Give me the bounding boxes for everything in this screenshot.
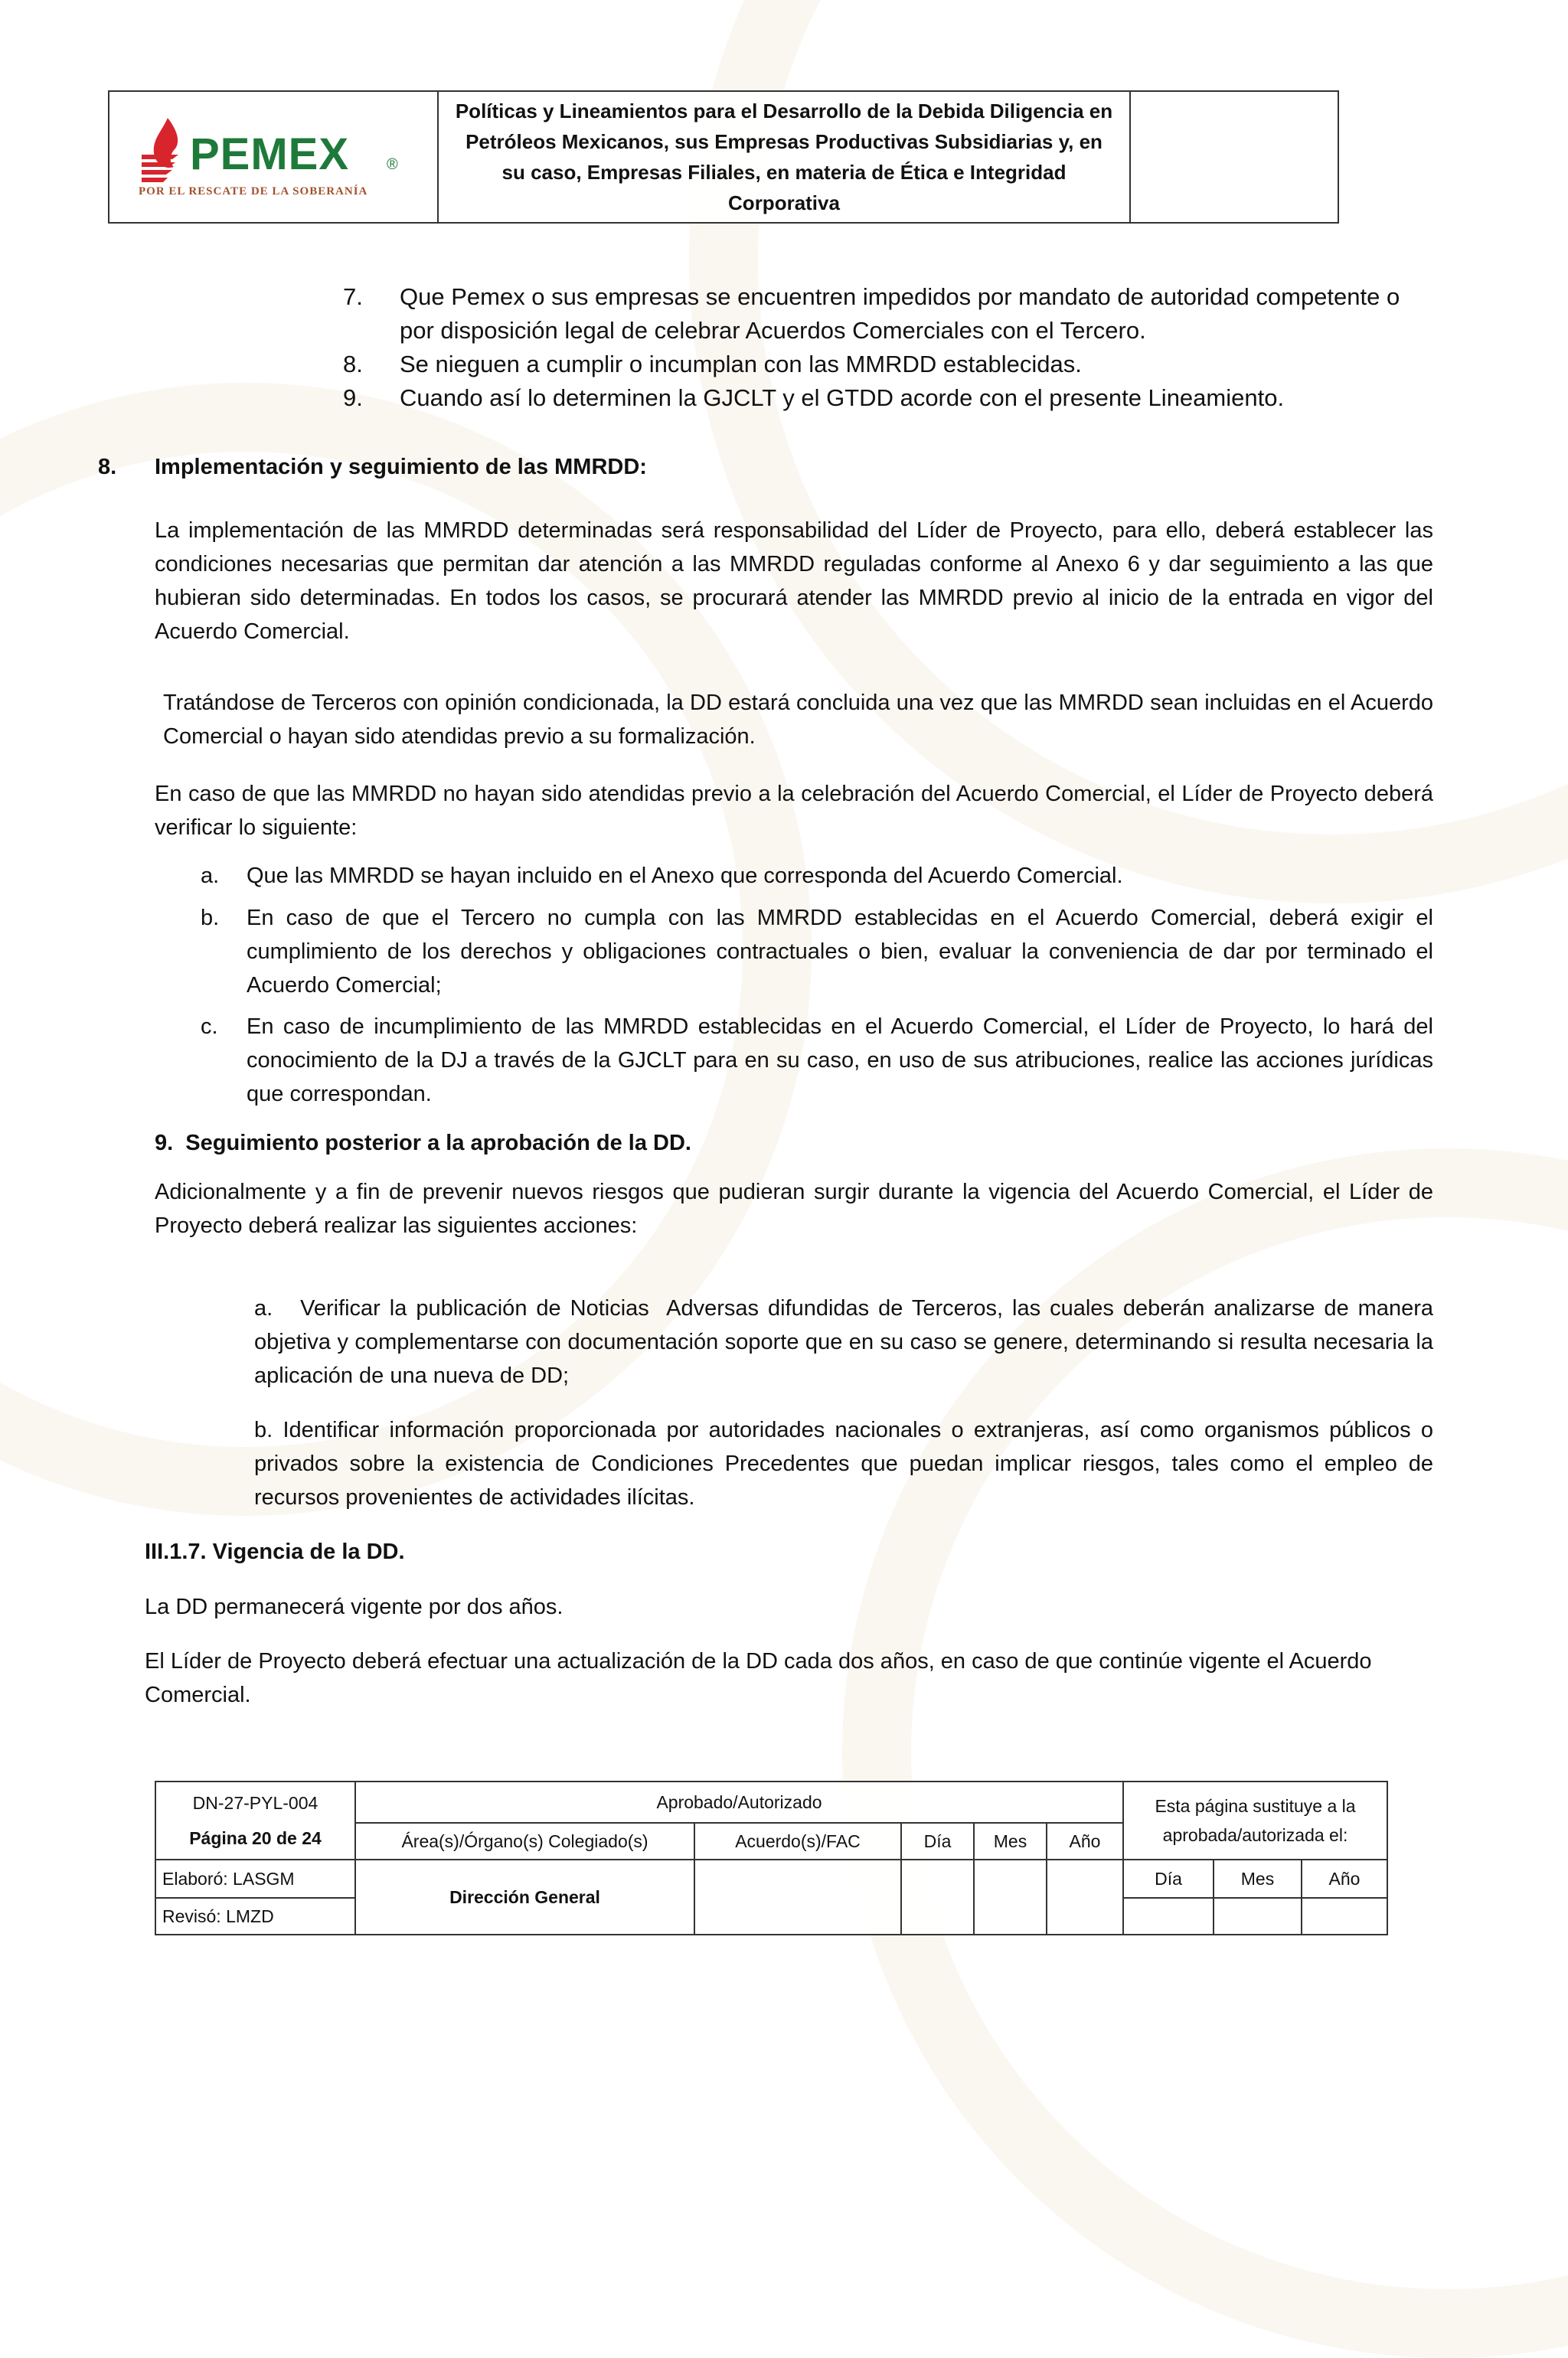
acuerdo-value — [694, 1859, 900, 1934]
list-letter: b. — [201, 906, 220, 930]
list-letter: c. — [201, 1014, 218, 1039]
paragraph: Tratándose de Terceros con opinión condicionada, la DD estará concluida una vez que las MMRDD sean incluidas en el Acuerdo Comercial o hayan sido atendidas previo a su formalización. — [163, 691, 1433, 749]
section-heading: 9. Seguimiento posterior a la aprobación de la DD. — [155, 1131, 691, 1155]
col-dia: Día — [900, 1822, 973, 1859]
dia-value — [900, 1859, 973, 1934]
document-header — [108, 90, 1339, 224]
list-text: En caso de que el Tercero no cumpla con las MMRDD establecidas en el Acuerdo Comercial, deberá exigir el cumplimiento de los derechos y obligaciones contractuales o bien, evaluar la conveniencia de dar por terminado el Acuerdo Comercial; — [247, 906, 1433, 998]
replaces-label: Esta página sustituye a la aprobada/autorizada el: — [1122, 1782, 1387, 1859]
col-area: Área(s)/Órgano(s) Colegiado(s) — [354, 1822, 694, 1859]
area-value: Dirección General — [354, 1859, 694, 1934]
page-number: Página 20 de 24 — [189, 1827, 322, 1848]
mes-value — [973, 1859, 1046, 1934]
r-anio: Año — [1301, 1859, 1387, 1897]
document-code: DN-27-PYL-004 — [192, 1792, 318, 1813]
r-dia: Día — [1122, 1859, 1213, 1897]
pemex-logo — [109, 92, 437, 222]
col-anio: Año — [1046, 1822, 1122, 1859]
paragraph: El Líder de Proyecto deberá efectuar una actualización de la DD cada dos años, en caso de que continúe vigente el Acuerdo Comercial. — [145, 1649, 1372, 1707]
list-text: En caso de incumplimiento de las MMRDD establecidas en el Acuerdo Comercial, el Líder de Proyecto, lo hará del conocimiento de la DJ a través de la GJCLT para en su caso, en uso de sus atribuciones, realice las acciones jurídicas que correspondan. — [247, 1014, 1433, 1106]
col-acuerdo: Acuerdo(s)/FAC — [694, 1822, 900, 1859]
paragraph: En caso de que las MMRDD no hayan sido atendidas previo a la celebración del Acuerdo Comercial, el Líder de Proyecto deberá verificar lo siguiente: — [155, 782, 1433, 840]
paragraph: La DD permanecerá vigente por dos años. — [145, 1595, 564, 1619]
approval-table — [155, 1781, 1388, 1935]
logo-tagline: POR EL RESCATE DE LA SOBERANÍA — [139, 185, 368, 198]
list-number: 8. — [343, 351, 363, 377]
anio-value — [1046, 1859, 1122, 1934]
approved-header: Aprobado/Autorizado — [354, 1782, 1122, 1822]
section-number: 8. — [98, 455, 117, 479]
list-number: 7. — [343, 283, 363, 310]
section-heading: III.1.7. Vigencia de la DD. — [145, 1540, 405, 1564]
list-text: Se nieguen a cumplir o incumplan con las MMRDD establecidas. — [400, 351, 1082, 377]
list-letter: a. — [201, 864, 220, 888]
r-mes: Mes — [1213, 1859, 1301, 1897]
list-text: Que Pemex o sus empresas se encuentren impedidos por mandato de autoridad competente o por disposición legal de celebrar Acuerdos Comerciales con el Tercero. — [400, 283, 1400, 344]
logo-wordmark: PEMEX — [190, 129, 350, 179]
paragraph: Adicionalmente y a fin de prevenir nuevos riesgos que pudieran surgir durante la vigencia del Acuerdo Comercial, el Líder de Proyecto deberá realizar las siguientes acciones: — [155, 1180, 1433, 1238]
document-title: Políticas y Lineamientos para el Desarrollo de la Debida Diligencia en Petróleos Mexicanos, sus Empresas Productivas Subsidiarias y, en su caso, Empresas Filiales, en materia de Ética e Integridad Corporativa — [437, 92, 1131, 222]
list-text: Que las MMRDD se hayan incluido en el Anexo que corresponda del Acuerdo Comercial. — [247, 864, 1123, 888]
reviso-label: Revisó: LMZD — [156, 1897, 354, 1934]
paragraph: La implementación de las MMRDD determinadas será responsabilidad del Líder de Proyecto, para ello, deberá establecer las condiciones necesarias que permitan dar atención a las MMRDD reguladas conforme al Anexo 6 y dar seguimiento a las que hubieran sido determinadas. En todos los casos, se procurará atender las MMRDD previo al inicio de la entrada en vigor del Acuerdo Comercial. — [155, 518, 1433, 644]
section-heading: Implementación y seguimiento de las MMRDD: — [155, 455, 647, 479]
elaboro-label: Elaboró: LASGM — [156, 1859, 354, 1897]
paragraph: b. Identificar información proporcionada por autoridades nacionales o extranjeras, así como organismos públicos o privados sobre la existencia de Condiciones Precedentes que puedan implicar riesgos, tales como el empleo de recursos provenientes de actividades ilícitas. — [254, 1418, 1433, 1510]
registered-mark: ® — [387, 156, 398, 173]
r-dia-value — [1122, 1897, 1213, 1934]
r-anio-value — [1301, 1897, 1387, 1934]
col-mes: Mes — [973, 1822, 1046, 1859]
r-mes-value — [1213, 1897, 1301, 1934]
header-blank-cell — [1131, 92, 1338, 222]
list-text: Cuando así lo determinen la GJCLT y el GTDD acorde con el presente Lineamiento. — [400, 384, 1285, 411]
eagle-flame-icon — [139, 116, 192, 185]
list-number: 9. — [343, 384, 363, 411]
paragraph: a. Verificar la publicación de Noticias Adversas difundidas de Terceros, las cuales deberán analizarse de manera objetiva y complementarse con documentación soporte que en su caso se genere, determinando si resulta necesaria la aplicación de una nueva de DD; — [254, 1296, 1440, 1388]
